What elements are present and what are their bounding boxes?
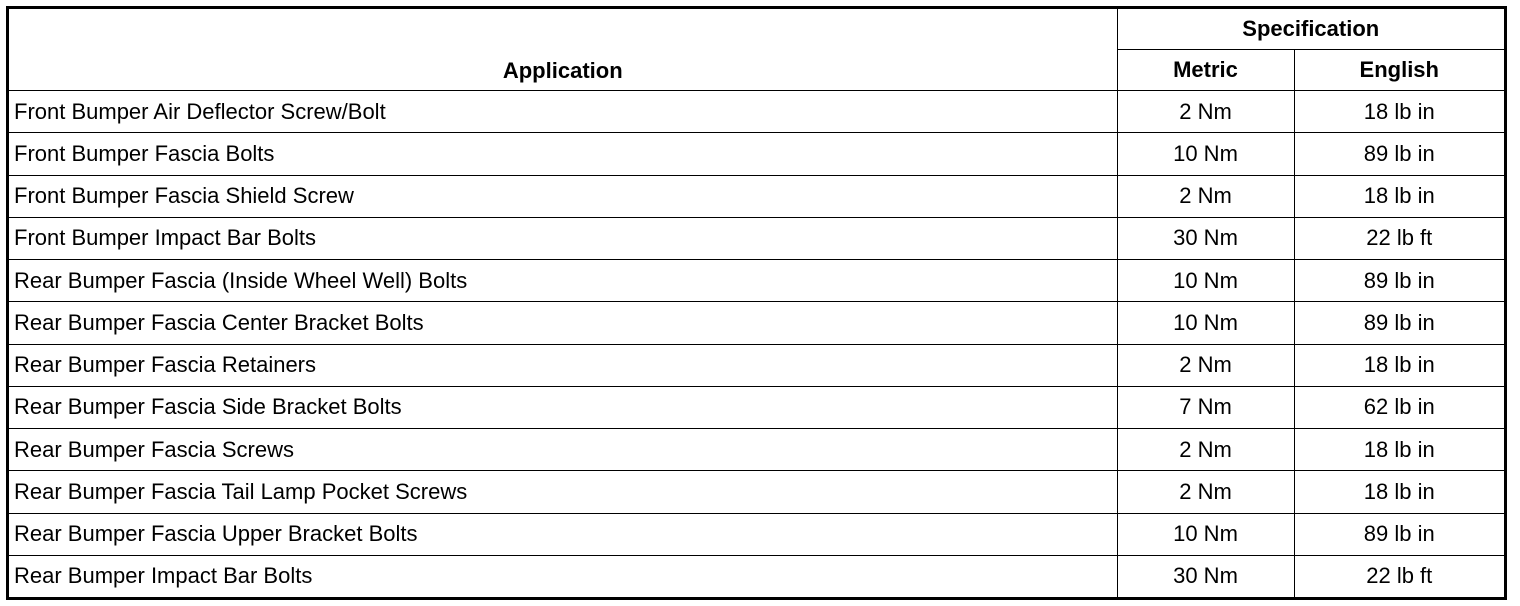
application-cell: Front Bumper Air Deflector Screw/Bolt [9,91,1117,133]
table-row [9,260,1504,302]
metric-cell: 2 Nm [1117,91,1294,133]
metric-cell: 30 Nm [1117,217,1294,259]
table-row [9,386,1504,428]
english-cell: 18 lb in [1294,344,1504,386]
metric-cell: 2 Nm [1117,429,1294,471]
header-row-top [9,9,1504,50]
english-cell: 18 lb in [1294,429,1504,471]
table-row [9,344,1504,386]
metric-cell: 7 Nm [1117,386,1294,428]
english-cell: 89 lb in [1294,513,1504,555]
english-cell: 18 lb in [1294,175,1504,217]
table-row [9,471,1504,513]
english-cell: 22 lb ft [1294,555,1504,597]
table-row [9,217,1504,259]
english-cell: 62 lb in [1294,386,1504,428]
table-body [9,91,1504,598]
table-row [9,429,1504,471]
table-row [9,91,1504,133]
application-cell: Rear Bumper Fascia Retainers [9,344,1117,386]
application-cell: Front Bumper Impact Bar Bolts [9,217,1117,259]
english-cell: 89 lb in [1294,260,1504,302]
metric-cell: 2 Nm [1117,175,1294,217]
metric-cell: 2 Nm [1117,344,1294,386]
metric-cell: 2 Nm [1117,471,1294,513]
application-column-header: Application [9,9,1117,91]
application-cell: Rear Bumper Fascia Upper Bracket Bolts [9,513,1117,555]
english-cell: 18 lb in [1294,91,1504,133]
metric-cell: 10 Nm [1117,260,1294,302]
table-header [9,9,1504,91]
english-cell: 22 lb ft [1294,217,1504,259]
metric-cell: 10 Nm [1117,302,1294,344]
table-row [9,302,1504,344]
application-cell: Rear Bumper Fascia Side Bracket Bolts [9,386,1117,428]
english-cell: 89 lb in [1294,133,1504,175]
application-cell: Rear Bumper Fascia (Inside Wheel Well) Bolts [9,260,1117,302]
table-row [9,133,1504,175]
application-cell: Front Bumper Fascia Shield Screw [9,175,1117,217]
specification-column-header: Specification [1117,9,1504,50]
torque-spec-table [9,9,1504,597]
english-cell: 18 lb in [1294,471,1504,513]
application-cell: Rear Bumper Fascia Tail Lamp Pocket Screws [9,471,1117,513]
english-column-header: English [1294,50,1504,91]
table-row [9,555,1504,597]
metric-cell: 30 Nm [1117,555,1294,597]
application-cell: Rear Bumper Fascia Screws [9,429,1117,471]
torque-spec-table-container [6,6,1507,600]
english-cell: 89 lb in [1294,302,1504,344]
table-row [9,513,1504,555]
application-cell: Rear Bumper Impact Bar Bolts [9,555,1117,597]
application-cell: Front Bumper Fascia Bolts [9,133,1117,175]
table-row [9,175,1504,217]
metric-cell: 10 Nm [1117,133,1294,175]
metric-column-header: Metric [1117,50,1294,91]
metric-cell: 10 Nm [1117,513,1294,555]
application-cell: Rear Bumper Fascia Center Bracket Bolts [9,302,1117,344]
